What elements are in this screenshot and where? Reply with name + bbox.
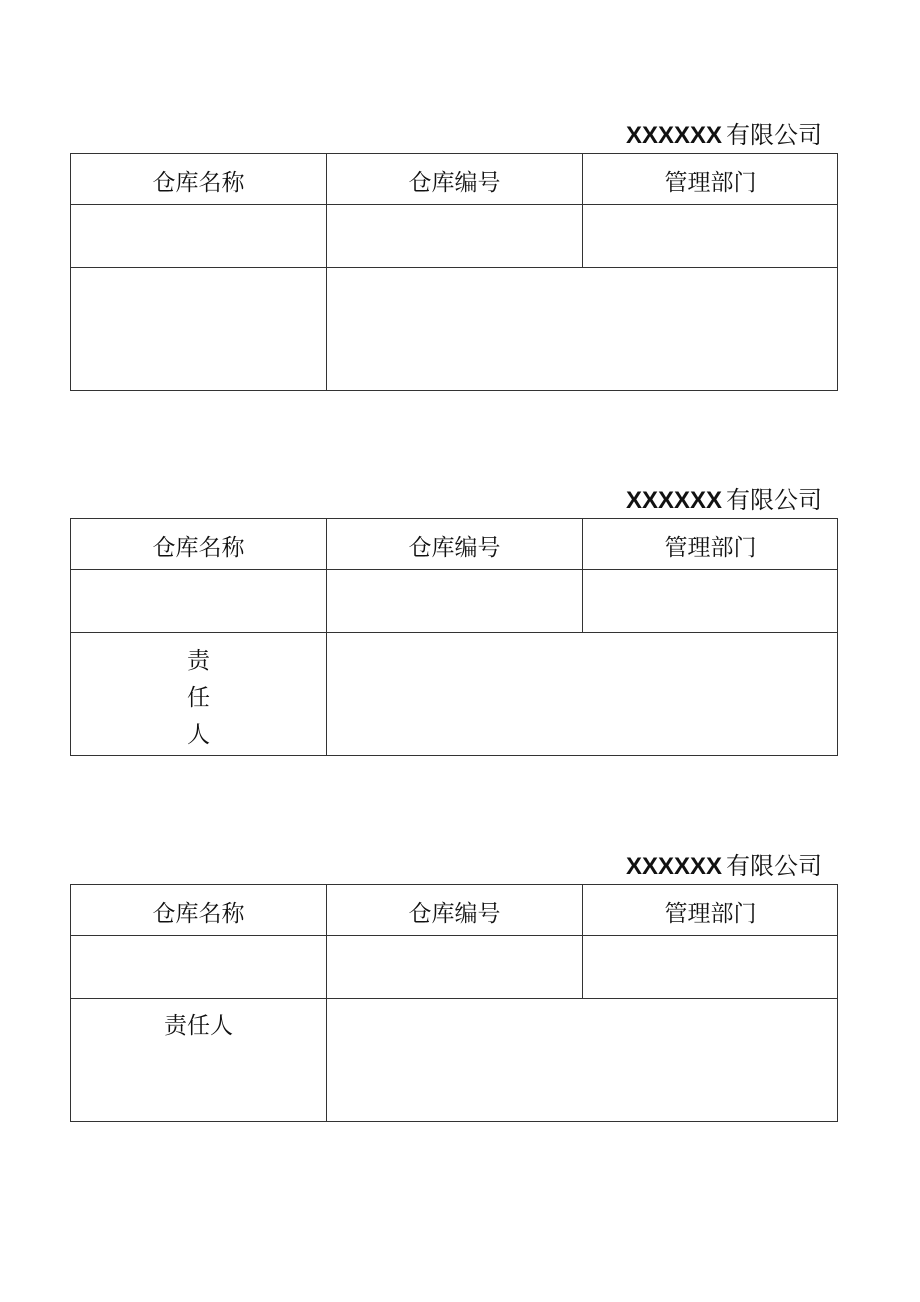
company-name	[626, 848, 822, 884]
value-warehouse-code[interactable]	[327, 205, 583, 268]
header-management-dept: 管理部门	[583, 154, 838, 205]
company-prefix: XXXXXX	[625, 122, 722, 149]
warehouse-table	[70, 153, 838, 391]
header-management-dept: 管理部门	[583, 885, 838, 936]
value-responsible-person[interactable]	[327, 268, 838, 391]
value-responsible-person[interactable]	[327, 999, 838, 1122]
label-char: 人	[187, 722, 210, 748]
company-prefix: XXXXXX	[625, 487, 722, 514]
warehouse-table	[70, 884, 838, 1122]
header-warehouse-name: 仓库名称	[71, 519, 327, 570]
value-warehouse-name[interactable]	[71, 570, 327, 633]
value-responsible-person[interactable]	[327, 633, 838, 756]
value-warehouse-code[interactable]	[327, 936, 583, 999]
company-suffix: 有限公司	[726, 852, 822, 880]
label-char: 责	[187, 648, 210, 674]
header-warehouse-code: 仓库编号	[327, 885, 583, 936]
label-responsible-person	[71, 633, 327, 756]
value-management-dept[interactable]	[583, 936, 838, 999]
company-name	[626, 482, 822, 518]
header-warehouse-name: 仓库名称	[71, 154, 327, 205]
header-warehouse-code: 仓库编号	[327, 519, 583, 570]
header-management-dept: 管理部门	[583, 519, 838, 570]
company-suffix: 有限公司	[726, 121, 822, 149]
value-management-dept[interactable]	[583, 205, 838, 268]
header-warehouse-name: 仓库名称	[71, 885, 327, 936]
value-warehouse-name[interactable]	[71, 205, 327, 268]
value-warehouse-code[interactable]	[327, 570, 583, 633]
value-management-dept[interactable]	[583, 570, 838, 633]
label-char: 任	[187, 685, 210, 711]
company-suffix: 有限公司	[726, 486, 822, 514]
company-prefix: XXXXXX	[625, 853, 722, 880]
header-warehouse-code: 仓库编号	[327, 154, 583, 205]
value-warehouse-name[interactable]	[71, 936, 327, 999]
label-responsible-person: 责任人	[71, 999, 327, 1122]
warehouse-table	[70, 518, 838, 756]
label-responsible-person	[71, 268, 327, 391]
company-name	[626, 117, 822, 153]
